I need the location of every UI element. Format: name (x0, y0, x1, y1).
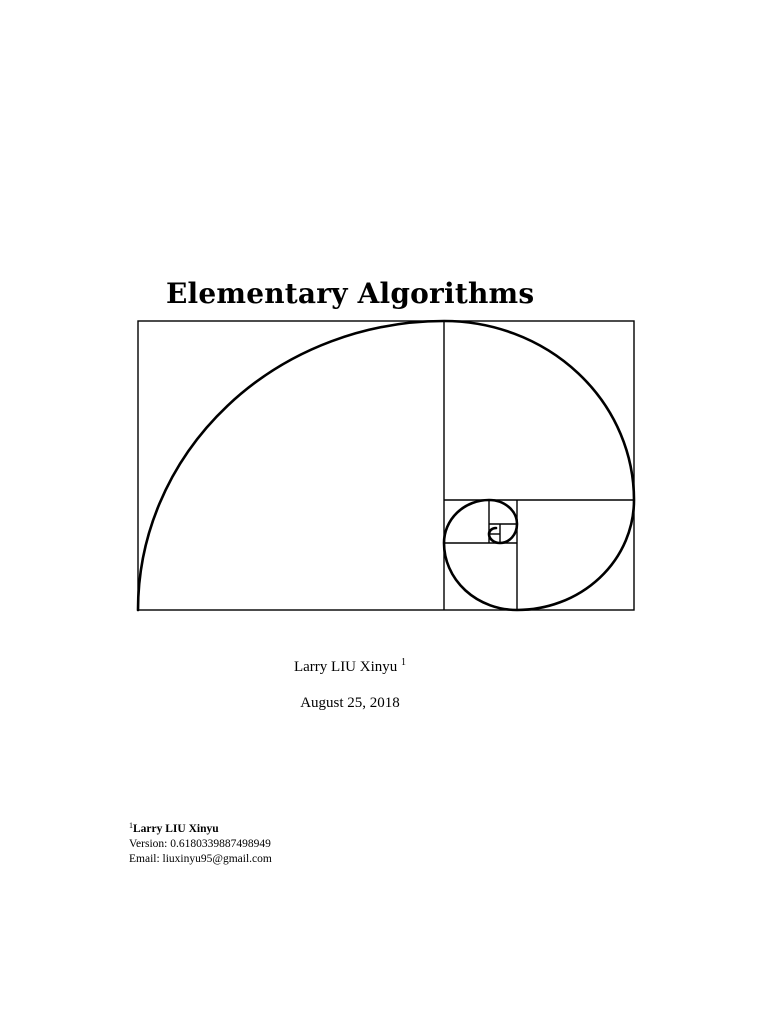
document-date: August 25, 2018 (300, 695, 400, 711)
version-label: Version: (129, 838, 168, 850)
footnote-version-row (129, 837, 272, 852)
author-name: Larry LIU Xinyu (293, 659, 398, 675)
outer-rectangle (138, 321, 634, 610)
golden-rectangles (138, 321, 634, 610)
footnote-name: Larry LIU Xinyu (133, 823, 219, 835)
email-link[interactable]: liuxinyu95@gmail.com (162, 853, 272, 865)
footnote-mark: 1 (129, 821, 133, 830)
footnote-email-row (129, 852, 272, 867)
document-title: Elementary Algorithms (166, 277, 535, 310)
author-line (0, 658, 700, 676)
version-value: 0.6180339887498949 (170, 838, 271, 850)
footnote (129, 822, 272, 867)
author-footnote-mark[interactable]: 1 (401, 657, 407, 668)
email-label: Email: (129, 853, 160, 865)
spiral-curve (138, 321, 634, 610)
footnote-name-row (129, 822, 272, 837)
